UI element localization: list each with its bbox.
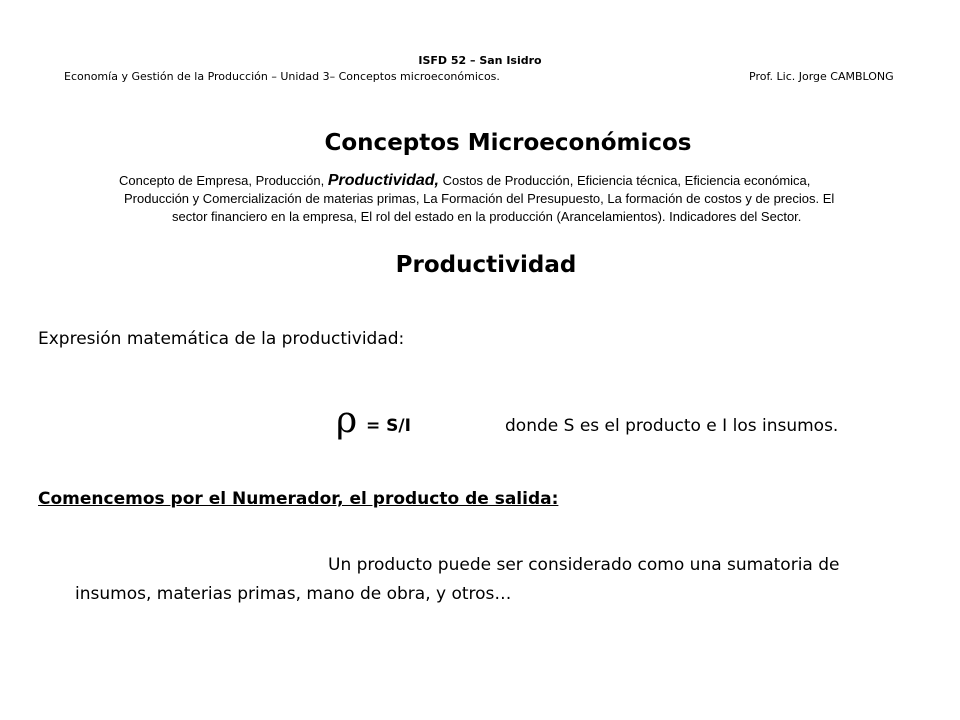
subtitle-text: Costos de Producción, Eficiencia técnica, Eficiencia económica,	[438, 173, 811, 188]
rho-symbol: ρ	[336, 400, 358, 441]
subtitle-text: Concepto de Empresa, Producción,	[119, 173, 328, 188]
paragraph-line-1: Un producto puede ser considerado como una sumatoria de	[328, 555, 840, 575]
numerator-heading: Comencemos por el Numerador, el producto de salida:	[38, 489, 559, 509]
section-heading: Productividad	[395, 252, 577, 278]
subtitle-line-3: sector financiero en la empresa, El rol del estado en la producción (Arancelamientos). Indicadores del Sector.	[172, 209, 802, 224]
header-institution: ISFD 52 – San Isidro	[418, 54, 542, 67]
subtitle-emphasis: Productividad,	[327, 172, 439, 189]
formula-description: donde S es el producto e I los insumos.	[505, 416, 839, 436]
header-course: Economía y Gestión de la Producción – Unidad 3– Conceptos microeconómicos.	[64, 70, 500, 83]
header-professor: Prof. Lic. Jorge CAMBLONG	[749, 70, 894, 83]
expression-label: Expresión matemática de la productividad:	[38, 329, 405, 349]
formula-equation: = S/I	[366, 416, 411, 436]
subtitle-line-1	[119, 172, 810, 190]
subtitle-line-2: Producción y Comercialización de materias primas, La Formación del Presupuesto, La formación de costos y de precios. El	[124, 191, 835, 206]
paragraph-line-2: insumos, materias primas, mano de obra, y otros…	[75, 584, 512, 604]
slide-title: Conceptos Microeconómicos	[324, 130, 692, 156]
